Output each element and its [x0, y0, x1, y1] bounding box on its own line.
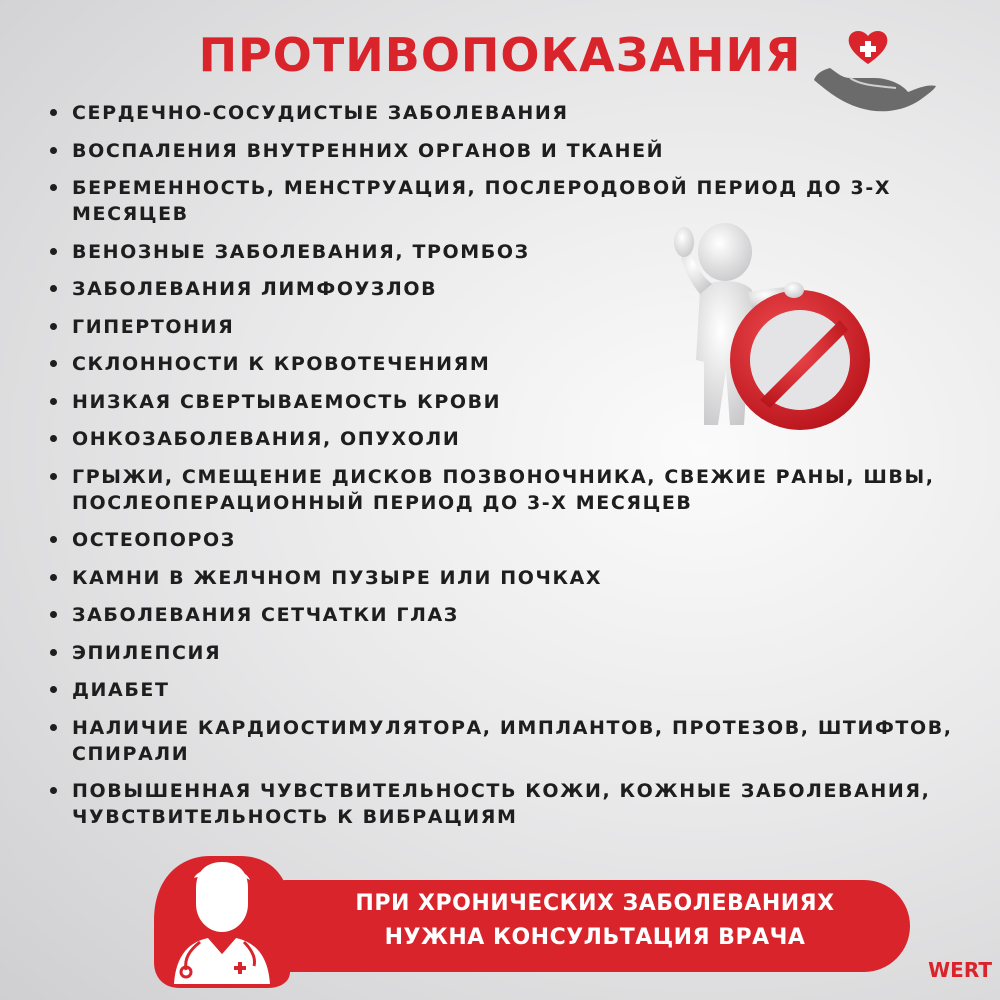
list-item: НИЗКАЯ СВЕРТЫВАЕМОСТЬ КРОВИ	[50, 389, 990, 415]
banner-line-2: НУЖНА КОНСУЛЬТАЦИЯ ВРАЧА	[384, 925, 806, 950]
bullet-icon	[50, 323, 57, 330]
bullet-icon	[50, 611, 57, 618]
bullet-icon	[50, 184, 57, 191]
banner-text	[290, 887, 900, 955]
list-item: ПОВЫШЕННАЯ ЧУВСТВИТЕЛЬНОСТЬ КОЖИ, КОЖНЫЕ ЗАБОЛЕВАНИЯ, ЧУВСТВИТЕЛЬНОСТЬ К ВИБРАЦИЯМ	[50, 778, 972, 830]
list-item: СЕРДЕЧНО-СОСУДИСТЫЕ ЗАБОЛЕВАНИЯ	[50, 100, 990, 126]
bullet-icon	[50, 686, 57, 693]
list-item: БЕРЕМЕННОСТЬ, МЕНСТРУАЦИЯ, ПОСЛЕРОДОВОЙ ПЕРИОД ДО 3-Х МЕСЯЦЕВ	[50, 175, 952, 227]
bullet-icon	[50, 360, 57, 367]
doctor-icon	[154, 858, 290, 988]
list-item: ГРЫЖИ, СМЕЩЕНИЕ ДИСКОВ ПОЗВОНОЧНИКА, СВЕЖИЕ РАНЫ, ШВЫ, ПОСЛЕОПЕРАЦИОННЫЙ ПЕРИОД ДО 3-Х МЕСЯЦЕВ	[50, 464, 972, 516]
list-item: СКЛОННОСТИ К КРОВОТЕЧЕНИЯМ	[50, 351, 990, 377]
bullet-icon	[50, 435, 57, 442]
bullet-icon	[50, 724, 57, 731]
list-item: ОНКОЗАБОЛЕВАНИЯ, ОПУХОЛИ	[50, 426, 990, 452]
page-title: ПРОТИВОПОКАЗАНИЯ	[198, 28, 802, 82]
bullet-icon	[50, 109, 57, 116]
list-item: КАМНИ В ЖЕЛЧНОМ ПУЗЫРЕ ИЛИ ПОЧКАХ	[50, 565, 990, 591]
banner-line-1: ПРИ ХРОНИЧЕСКИХ ЗАБОЛЕВАНИЯХ	[355, 891, 835, 916]
list-item: ВЕНОЗНЫЕ ЗАБОЛЕВАНИЯ, ТРОМБОЗ	[50, 239, 990, 265]
list-item: ЗАБОЛЕВАНИЯ СЕТЧАТКИ ГЛАЗ	[50, 602, 990, 628]
bullet-icon	[50, 147, 57, 154]
bullet-icon	[50, 649, 57, 656]
list-item: ЭПИЛЕПСИЯ	[50, 640, 990, 666]
watermark: WERT	[928, 958, 992, 982]
bullet-icon	[50, 285, 57, 292]
bullet-icon	[50, 398, 57, 405]
list-item: ОСТЕОПОРОЗ	[50, 527, 990, 553]
bullet-icon	[50, 787, 57, 794]
list-item: ГИПЕРТОНИЯ	[50, 314, 990, 340]
stop-sign-figure-icon	[660, 210, 900, 460]
bullet-icon	[50, 536, 57, 543]
list-item: ДИАБЕТ	[50, 677, 990, 703]
list-item: НАЛИЧИЕ КАРДИОСТИМУЛЯТОРА, ИМПЛАНТОВ, ПРОТЕЗОВ, ШТИФТОВ, СПИРАЛИ	[50, 715, 972, 767]
bullet-icon	[50, 248, 57, 255]
list-item: ВОСПАЛЕНИЯ ВНУТРЕННИХ ОРГАНОВ И ТКАНЕЙ	[50, 138, 990, 164]
bullet-icon	[50, 473, 57, 480]
bullet-icon	[50, 574, 57, 581]
list-item: ЗАБОЛЕВАНИЯ ЛИМФОУЗЛОВ	[50, 276, 990, 302]
doctor-consultation-banner	[140, 850, 920, 990]
